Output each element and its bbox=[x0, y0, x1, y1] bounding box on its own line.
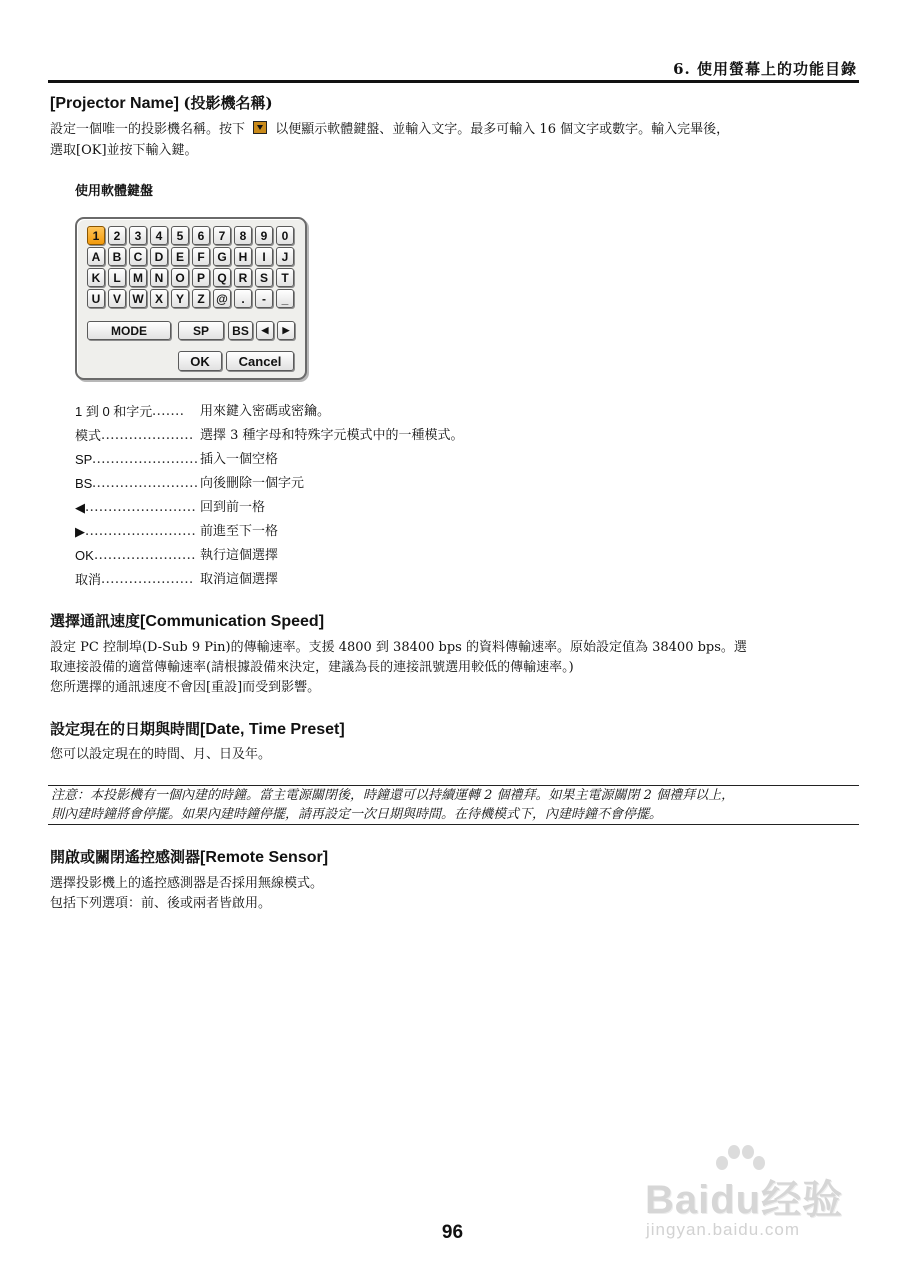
legend-desc: 用來鍵入密碼或密鑰。 bbox=[200, 404, 331, 419]
key-9[interactable]: 9 bbox=[255, 226, 273, 245]
legend-term: 模式 bbox=[75, 428, 102, 443]
key-l[interactable]: L bbox=[108, 268, 126, 287]
clock-note-line1: 注意：本投影機有一個內建的時鐘。當主電源關閉後，時鐘還可以持續運轉 2 個禮拜。如果主電源關閉 2 個禮拜以上， bbox=[51, 788, 735, 803]
key-i[interactable]: I bbox=[255, 247, 273, 266]
legend-term: BS bbox=[75, 476, 93, 491]
projector-name-desc-line1 bbox=[50, 119, 862, 140]
clock-note-line2: 則內建時鐘將會停擺。如果內建時鐘停擺，請再設定一次日期與時間。在待機模式下，內建時鐘不會停擺。 bbox=[51, 807, 663, 822]
comm-speed-title-en: [Communication Speed] bbox=[140, 613, 325, 630]
key-s[interactable]: S bbox=[255, 268, 273, 287]
key-5[interactable]: 5 bbox=[171, 226, 189, 245]
key-k[interactable]: K bbox=[87, 268, 105, 287]
legend-row bbox=[75, 546, 535, 566]
legend-desc: 回到前一格 bbox=[200, 500, 266, 515]
legend-dots: ....................... bbox=[92, 452, 199, 467]
comm-speed-line3: 您所選擇的通訊速度不會因[重設]而受到影響。 bbox=[50, 680, 321, 695]
remote-sensor-title-en: [Remote Sensor] bbox=[200, 849, 329, 866]
key-at[interactable]: @ bbox=[213, 289, 231, 308]
key-h[interactable]: H bbox=[234, 247, 252, 266]
key-c[interactable]: C bbox=[129, 247, 147, 266]
legend-row bbox=[75, 426, 535, 446]
legend-row bbox=[75, 450, 535, 470]
legend-term: OK bbox=[75, 548, 94, 563]
key-z[interactable]: Z bbox=[192, 289, 210, 308]
enter-key-icon bbox=[253, 121, 267, 134]
key-t[interactable]: T bbox=[276, 268, 294, 287]
key-r[interactable]: R bbox=[234, 268, 252, 287]
comm-speed-title-zh: 選擇通訊速度 bbox=[50, 612, 141, 630]
key-7[interactable]: 7 bbox=[213, 226, 231, 245]
projector-name-desc-a: 設定一個唯一的投影機名稱。按下 bbox=[50, 122, 246, 137]
key-p[interactable]: P bbox=[192, 268, 210, 287]
key-dot[interactable]: . bbox=[234, 289, 252, 308]
key-dash[interactable]: - bbox=[255, 289, 273, 308]
legend-term: ◀ bbox=[75, 500, 85, 515]
legend-desc: 選擇 3 種字母和特殊字元模式中的一種模式。 bbox=[200, 428, 464, 443]
date-time-title-zh: 設定現在的日期與時間 bbox=[50, 720, 201, 738]
legend-row bbox=[75, 402, 535, 422]
space-key[interactable]: SP bbox=[178, 321, 224, 340]
key-4[interactable]: 4 bbox=[150, 226, 168, 245]
legend-desc: 執行這個選擇 bbox=[200, 548, 279, 563]
clock-note bbox=[48, 785, 859, 825]
remote-sensor-title bbox=[50, 846, 328, 867]
projector-name-desc-b: 以便顯示軟體鍵盤、並輸入文字。最多可輸入 16 個文字或數字。輸入完畢後， bbox=[275, 122, 730, 137]
key-x[interactable]: X bbox=[150, 289, 168, 308]
legend-term: 取消 bbox=[75, 572, 102, 587]
header-rule bbox=[48, 80, 859, 83]
legend-desc: 向後刪除一個字元 bbox=[200, 476, 305, 491]
projector-name-title-zh: (投影機名稱) bbox=[183, 94, 273, 112]
legend-term: 1 到 0 和字元 bbox=[75, 404, 153, 419]
date-time-title-en: [Date, Time Preset] bbox=[200, 721, 345, 738]
key-a[interactable]: A bbox=[87, 247, 105, 266]
soft-keyboard-heading: 使用軟體鍵盤 bbox=[75, 184, 154, 199]
remote-sensor-line2: 包括下列選項：前、後或兩者皆啟用。 bbox=[50, 896, 272, 911]
soft-keyboard bbox=[75, 217, 307, 380]
key-f[interactable]: F bbox=[192, 247, 210, 266]
key-b[interactable]: B bbox=[108, 247, 126, 266]
key-n[interactable]: N bbox=[150, 268, 168, 287]
legend-desc: 取消這個選擇 bbox=[200, 572, 279, 587]
date-time-title bbox=[50, 718, 345, 739]
projector-name-desc-line2: 選取[OK]並按下輸入鍵。 bbox=[50, 143, 198, 158]
legend-dots: ....................... bbox=[92, 476, 199, 491]
legend-dots: ........................ bbox=[85, 500, 197, 515]
key-1[interactable]: 1 bbox=[87, 226, 105, 245]
legend-row bbox=[75, 570, 535, 590]
key-6[interactable]: 6 bbox=[192, 226, 210, 245]
key-3[interactable]: 3 bbox=[129, 226, 147, 245]
ok-key[interactable]: OK bbox=[178, 351, 222, 371]
key-q[interactable]: Q bbox=[213, 268, 231, 287]
cursor-left-key[interactable]: ◀ bbox=[256, 321, 274, 340]
comm-speed-line2: 取連接設備的適當傳輸速率(請根據設備來決定，建議為長的連接訊號選用較低的傳輸速率。) bbox=[50, 660, 574, 675]
comm-speed-title bbox=[50, 610, 324, 631]
key-d[interactable]: D bbox=[150, 247, 168, 266]
comm-speed-line1: 設定 PC 控制埠(D-Sub 9 Pin)的傳輸速率。支援 4800 到 38400 bps 的資料傳輸速率。原始設定值為 38400 bps。選 bbox=[50, 640, 747, 655]
date-time-line1: 您可以設定現在的時間、月、日及年。 bbox=[50, 747, 272, 762]
key-2[interactable]: 2 bbox=[108, 226, 126, 245]
key-e[interactable]: E bbox=[171, 247, 189, 266]
remote-sensor-line1: 選擇投影機上的遙控感測器是否採用無線模式。 bbox=[50, 876, 324, 891]
legend-desc: 前進至下一格 bbox=[200, 524, 279, 539]
key-g[interactable]: G bbox=[213, 247, 231, 266]
chapter-header: 6. 使用螢幕上的功能目錄 bbox=[673, 60, 857, 78]
key-y[interactable]: Y bbox=[171, 289, 189, 308]
key-0[interactable]: 0 bbox=[276, 226, 294, 245]
legend-row bbox=[75, 474, 535, 494]
legend-dots: .................... bbox=[101, 572, 194, 587]
key-m[interactable]: M bbox=[129, 268, 147, 287]
legend-term: ▶ bbox=[75, 524, 85, 539]
backspace-key[interactable]: BS bbox=[228, 321, 253, 340]
baidu-watermark-url: jingyan.baidu.com bbox=[646, 1220, 801, 1239]
legend-term: SP bbox=[75, 452, 93, 467]
key-j[interactable]: J bbox=[276, 247, 294, 266]
key-w[interactable]: W bbox=[129, 289, 147, 308]
legend-dots: ........................ bbox=[85, 524, 197, 539]
projector-name-title-en: [Projector Name] bbox=[50, 95, 179, 112]
legend-dots: .................... bbox=[101, 428, 194, 443]
legend-desc: 插入一個空格 bbox=[200, 452, 279, 467]
cancel-key[interactable]: Cancel bbox=[226, 351, 294, 371]
key-u[interactable]: U bbox=[87, 289, 105, 308]
key-underscore[interactable]: _ bbox=[276, 289, 294, 308]
legend-dots: ....... bbox=[152, 404, 185, 419]
cursor-right-key[interactable]: ▶ bbox=[277, 321, 295, 340]
mode-key[interactable]: MODE bbox=[87, 321, 171, 340]
legend-row bbox=[75, 522, 535, 542]
key-v[interactable]: V bbox=[108, 289, 126, 308]
remote-sensor-title-zh: 開啟或關閉遙控感測器 bbox=[50, 848, 201, 866]
page-number: 96 bbox=[441, 1222, 464, 1243]
projector-name-title bbox=[50, 92, 273, 113]
baidu-watermark-logo: Baidu经验 bbox=[645, 1178, 844, 1222]
legend-row bbox=[75, 498, 535, 518]
key-8[interactable]: 8 bbox=[234, 226, 252, 245]
legend-dots: ...................... bbox=[94, 548, 196, 563]
key-o[interactable]: O bbox=[171, 268, 189, 287]
